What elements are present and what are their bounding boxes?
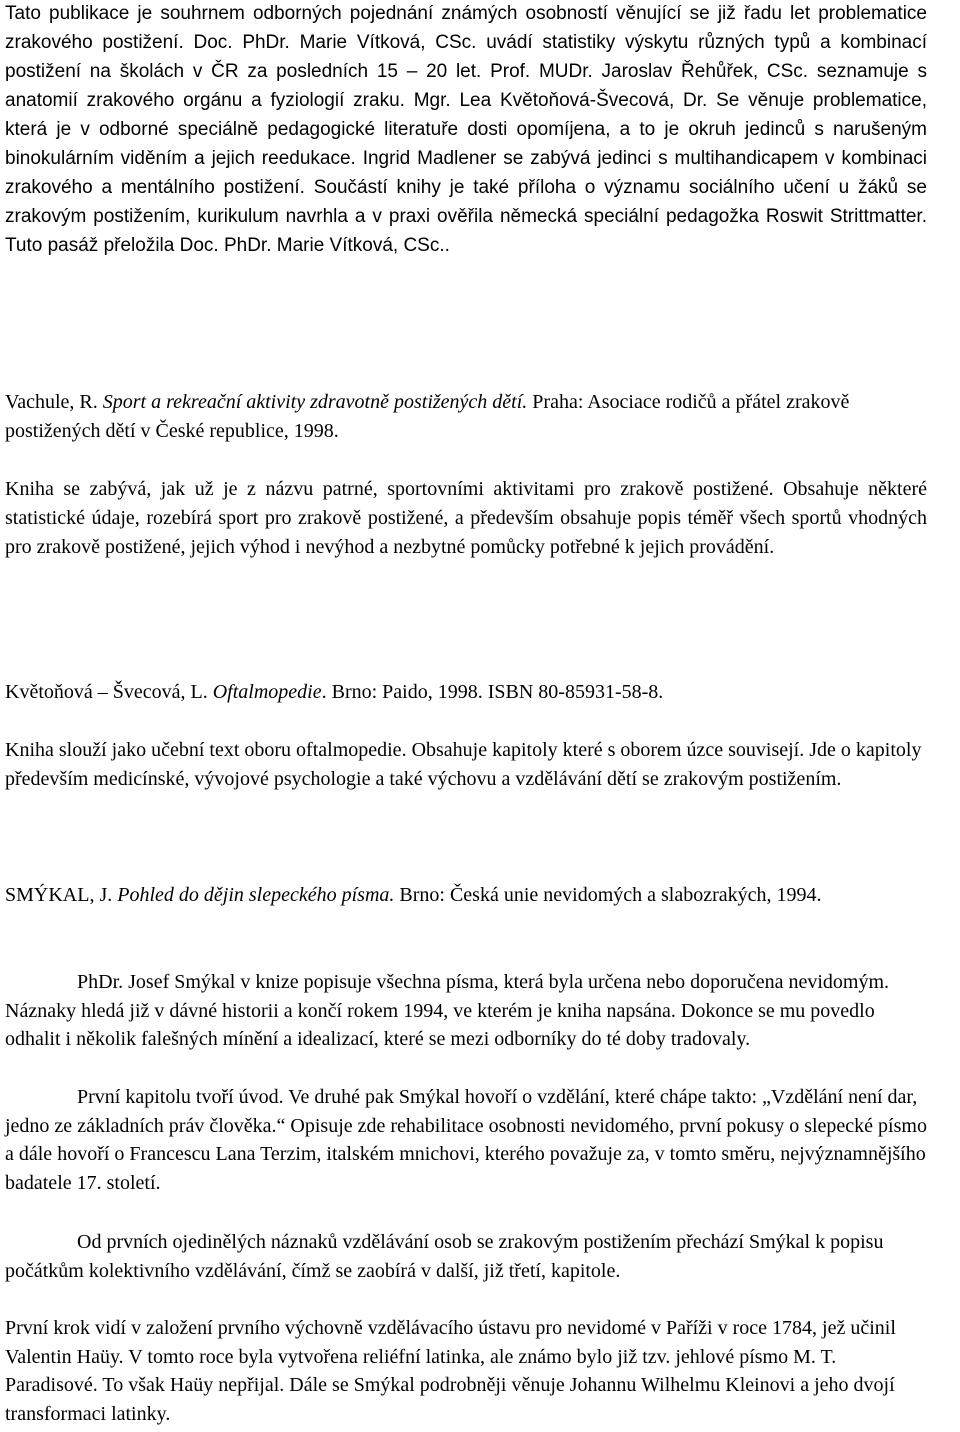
reference-kvetonova (5, 678, 927, 707)
kvetonova-summary: Kniha slouží jako učební text oboru oftalmopedie. Obsahuje kapitoly které s oborem úzce souvisejí. Jde o kapitoly především medicínské, vývojové psychologie a také výchovu a vzdělávání dětí se zrakovým postižením. (5, 739, 922, 790)
intro-paragraph: Tato publikace je souhrnem odborných pojednání známých osobností věnující se již řadu let problematice zrakového postižení. Doc. PhDr. Marie Vítková, CSc. uvádí statistiky výskytu různých typů a kombinací postižení na školách v ČR za posledních 15 – 20 let. Prof. MUDr. Jaroslav Řehůřek, CSc. seznamuje s anatomií zrakového orgánu a fyziologií zraku. Mgr. Lea Květoňová-Švecová, Dr. Se věnuje problematice, která je v odborné speciálně pedagogické literatuře dosti opomíjena, a to je okruh jedinců s narušeným binokulárním viděním a jejich reedukace. Ingrid Madlener se zabývá jedinci s multihandicapem v kombinaci zrakového a mentálního postižení. Součástí knihy je také příloha o významu sociálního učení u žáků se zrakovým postižením, kurikulum navrhla a v praxi ověřila německá speciální pedagožka Roswit Strittmatter. Tuto pasáž přeložila Doc. PhDr. Marie Vítková, CSc.. (5, 3, 927, 256)
smykal-summary-2: První kapitolu tvoří úvod. Ve druhé pak Smýkal hovoří o vzdělání, které chápe takto: „Vzdělání není dar, jedno ze základních práv člověka.“ Opisuje zde rehabilitace osobnosti nevidomého, první pokusy o slepecké písmo a dále hovoří o Francescu Lana Terzim, italském mnichovi, kterého považuje za, v tomto směru, nejvýznamnějšího badatele 17. století. (5, 1086, 927, 1195)
reference-publisher: Brno: Česká unie nevidomých a slabozrakých, 1994. (394, 884, 822, 906)
reference-publisher: Praha: Asociace rodičů a přátel zrakově postižených dětí v České republice, 1998. (5, 391, 850, 442)
reference-vachule (5, 388, 927, 446)
reference-author: Květoňová – Švecová, L. (5, 681, 213, 703)
reference-title: Sport a rekreační aktivity zdravotně postižených dětí. (102, 391, 528, 413)
reference-smykal (5, 881, 927, 910)
smykal-summary-1: PhDr. Josef Smýkal v knize popisuje všechna písma, která byla určena nebo doporučena nevidomým. Náznaky hledá již v dávné historii a končí rokem 1994, ve kterém je kniha napsána. Dokonce se mu povedlo odhalit i několik falešných mínění a idealizací, které se mezi odborníky do té doby tradovaly. (5, 971, 890, 1051)
smykal-summary-3: Od prvních ojedinělých náznaků vzdělávání osob se zrakovým postižením přechází Smýkal k popisu počátkům kolektivního vzdělávání, čímž se zaobírá v další, již třetí, kapitole. (5, 1231, 884, 1282)
reference-title: Pohled do dějin slepeckého písma. (117, 884, 395, 906)
smykal-summary-4: První krok vidí v založení prvního výchovně vzdělávacího ústavu pro nevidomé v Paříži v roce 1784, jež učinil Valentin Haüy. V tomto roce byla vytvořena reliéfní latinka, ale známo bylo již tzv. jehlové písmo M. T. Paradisové. To však Haüy nepřijal. Dále se Smýkal podrobněji věnuje Johannu Wilhelmu Kleinovi a jeho dvojí transformaci latinky. (5, 1317, 896, 1426)
vachule-summary: Kniha se zabývá, jak už je z názvu patrné, sportovními aktivitami pro zrakově postižené. Obsahuje některé statistické údaje, rozebírá sport pro zrakově postižené, a především obsahuje popis téměř všech sportů vhodných pro zrakově postižené, jejich výhod i nevýhod a nezbytné pomůcky potřebné k jejich provádění. (5, 478, 927, 558)
reference-title: Oftalmopedie (212, 681, 322, 703)
reference-publisher: . Brno: Paido, 1998. ISBN 80-85931-58-8. (321, 681, 664, 703)
reference-author: Vachule, R. (5, 391, 103, 413)
reference-author: SMÝKAL, J. (5, 884, 118, 906)
